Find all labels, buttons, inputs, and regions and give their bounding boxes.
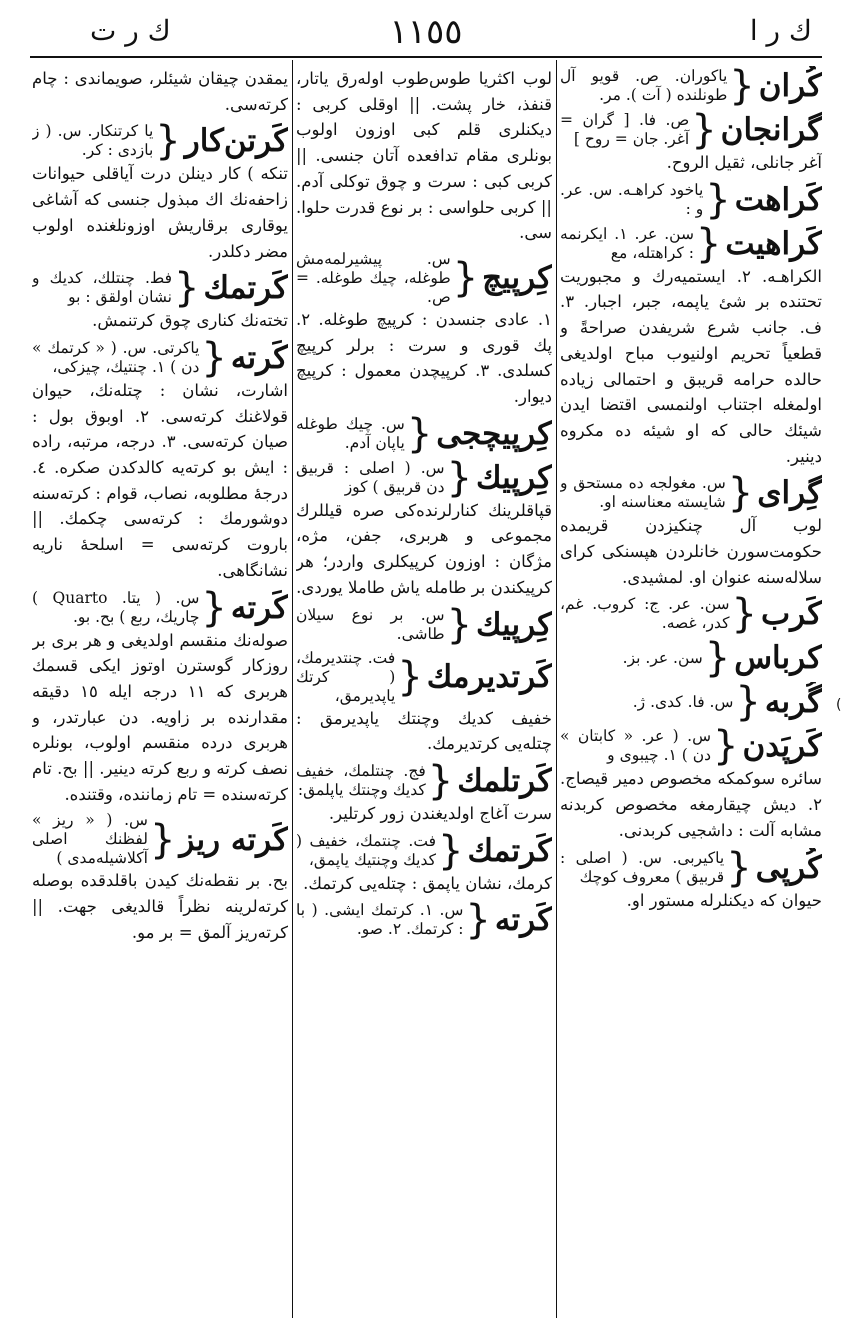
brace-glyph: { xyxy=(438,830,464,874)
entry-headword: كَرتمك xyxy=(467,832,552,869)
entry-grammar-note: س. ( عر. « كابتان » دن ) ١. چیبوی و xyxy=(560,727,712,765)
brace-glyph: { xyxy=(705,179,731,220)
brace-glyph: { xyxy=(427,760,454,804)
entry-definition: آغر جانلی، ثقیل الروح. xyxy=(666,153,822,172)
entry-headword: گرانجان xyxy=(720,112,822,148)
column-divider-left xyxy=(292,60,293,1318)
column-divider-right xyxy=(556,60,557,1318)
brace-glyph: { xyxy=(691,110,717,153)
entry-head-row xyxy=(560,180,822,220)
entry-headword: كِرپیچ xyxy=(482,260,552,297)
dictionary-entry xyxy=(32,588,288,808)
entry-head-row xyxy=(32,811,288,868)
dictionary-entry xyxy=(32,338,288,584)
dictionary-entry xyxy=(296,458,552,601)
entry-grammar-note: ياكوران. ص. قويو آل طونلنده ( آت ). مر. xyxy=(560,67,728,104)
brace-glyph: { xyxy=(155,121,181,165)
entry-headword: گِرای xyxy=(757,475,822,512)
dictionary-entry xyxy=(560,682,822,722)
entry-definition: كرمك، نشان یاپمق : چتله‌یی كرتمك. xyxy=(303,873,552,893)
brace-glyph: { xyxy=(729,66,755,106)
entry-headword: كَراهیت xyxy=(725,225,822,262)
entry-grammar-note: یا كرتنكار. س. ( ز بازدی : كر. xyxy=(32,122,154,160)
dictionary-entry xyxy=(296,414,552,454)
brace-glyph: { xyxy=(735,682,761,723)
entry-grammar-note: فت. چنتدیرمك، ( كرتك یاپدیرمق، xyxy=(296,648,396,705)
entry-definition: تخته‌نك كناری چوق كرتنمش. xyxy=(92,311,288,331)
brace-glyph: { xyxy=(726,847,752,891)
entry-grammar-note: س. ( « ریز » لفظنك اصلی آكلاشیله‌مدی ) xyxy=(32,811,148,868)
header-right-guide: ك ر ا xyxy=(749,14,812,47)
brace-glyph: { xyxy=(406,413,433,454)
entry-grammar-note: س. فا. كدی. ژ. xyxy=(632,692,734,711)
entry-headword: گُربه xyxy=(764,684,822,721)
entry-definition: حیوان كه دیكنلرله مستور او. xyxy=(626,890,822,910)
dictionary-entry xyxy=(296,605,552,645)
entry-headword: كَرتن‌كار xyxy=(184,123,288,160)
entry-head-row xyxy=(560,473,822,517)
header-rule xyxy=(30,56,822,58)
entry-definition: لوب اكثریا طوس‌طوب اوله‌رق یاتار، قنفذ، خار پشت. || اوقلی كربی : دیكنلری قلم كبی اوزون اولوب بونلری مقام تدافعده آتان جنسی. || كربی كبی : سرت و چوق توكلی آدم. || كربی حلواسی : بر نوع قدرت حلوا. سی. xyxy=(296,69,552,243)
entry-head-row xyxy=(560,223,822,267)
entry-head-row xyxy=(296,830,552,874)
column-middle xyxy=(296,66,552,944)
column-right xyxy=(560,66,822,917)
dictionary-entry xyxy=(560,180,822,220)
entry-grammar-note: یاكیربی. س. ( اصلی : قربیق ) معروف كوچك xyxy=(560,848,725,886)
entry-head-row xyxy=(32,587,288,631)
entry-head-row xyxy=(560,110,822,153)
entry-grammar-note: یاكرتی. س. ( « كرتمك » دن ) ١. چنتیك، چیزكی، xyxy=(32,338,200,376)
dictionary-entry xyxy=(32,268,288,334)
entry-headword: كَرب xyxy=(760,596,822,633)
brace-glyph: { xyxy=(713,726,739,770)
brace-glyph: { xyxy=(174,268,200,312)
entry-grammar-note: فط. چنتلك، كدیك و نشان اولقق : بو xyxy=(32,269,172,307)
entry-headword: كِرپیك xyxy=(476,459,552,496)
dictionary-entry xyxy=(296,761,552,827)
brace-glyph: { xyxy=(695,223,722,267)
entry-head-row xyxy=(296,649,552,706)
dictionary-entry xyxy=(560,224,822,470)
entry-grammar-note: س. بر نوع سیلان طاشی. xyxy=(296,605,445,643)
entry-grammar-note: سن. عر. ج: كروب. غم، كدر، غصه. xyxy=(560,595,730,633)
brace-glyph: { xyxy=(446,457,473,501)
dictionary-entry xyxy=(560,638,822,678)
dictionary-entry xyxy=(560,848,822,914)
page-header xyxy=(30,14,822,54)
entry-head-row xyxy=(32,337,288,381)
entry-grammar-note: س. ١. كرتمك ایشی. ( با : كرتمك. ٢. صو. xyxy=(296,901,464,939)
entry-headword: كَرته xyxy=(230,339,288,376)
entry-head-row xyxy=(296,760,552,804)
entry-head-row xyxy=(560,726,822,770)
entry-definition: یمقدن چیقان شیئلر، صویماندی : چام كرته‌سی. xyxy=(32,69,288,114)
entry-grammar-note: س. ( اصلی : قربیق دن قربیق ) كوز xyxy=(296,458,445,496)
entry-grammar-note: فت. چنتمك، خفیف ( كدیك وچنتیك یاپمق، xyxy=(296,831,436,869)
entry-grammar-note: ص. فا. [ گران = آغر. جان = روح ] xyxy=(560,111,690,148)
entry-headword: كَراهت xyxy=(734,181,822,218)
dictionary-entry xyxy=(560,110,822,176)
entry-headword: كُرپی xyxy=(755,849,822,886)
entry-head-row xyxy=(560,594,822,634)
entry-headword: كَرتدیرمك xyxy=(426,659,552,696)
dictionary-entry xyxy=(560,594,822,634)
brace-glyph: { xyxy=(731,594,757,635)
entry-grammar-note: سن. عر. بز. xyxy=(622,648,703,667)
brace-glyph: { xyxy=(201,587,227,631)
entry-headword: كَرپَدن xyxy=(742,728,822,765)
entry-headword: كَرته xyxy=(230,589,288,626)
entry-head-row xyxy=(296,457,552,501)
brace-glyph: { xyxy=(397,654,423,701)
margin-mark: ( xyxy=(836,697,842,713)
entry-definition: اشارت، نشان : چتله‌نك، حیوان قولاغنك كرته‌سی. ٢. اوبوق بول : صیان كرته‌سی. ٣. درجه، مرتبه، راده : ایش بو كرته‌یه كالدكدن صكره. ٤. درجهٔ مطلوبه، نصاب، قوام : كرته‌سنه دوشورمك : كرته‌سی چكمك. || باروت كرته‌سی = اسلحهٔ ناریه نشانگاهی. xyxy=(32,380,288,580)
entry-definition: الكراهـه. ٢. ايستمیه‌رك و مجبوریت تحتنده بر شئ یاپمه، جبر، اجبار. ٣. ف. جانب شرع شریفدن صراحةً و قطعیاً تحریم اولنیوب مباح اولدیغی حالده حرامه قریبق و احتمالی زیاده اولمغله اجتناب اولنمسی اقتضا ایدن شیئك حالی كه او شیئه ده مكروه دینیر. xyxy=(560,266,822,466)
dictionary-entry xyxy=(296,250,552,410)
entry-grammar-note: سن. عر. ١. ايكرنمه : كراهتله، مع xyxy=(560,224,694,262)
entry-grammar-note: س. ( یتا. Quarto ) چاریك، ربع ) بح. بو. xyxy=(32,588,200,626)
entry-headword: كِرپیچجی xyxy=(436,415,552,452)
entry-head-row xyxy=(32,121,288,165)
column-left xyxy=(32,66,288,950)
entry-head-row xyxy=(296,250,552,307)
dictionary-entry xyxy=(32,66,288,117)
entry-grammar-note: س. پیشیرلمه‌مش طوغله، چیك طوغله. = ص. xyxy=(296,249,451,306)
entry-head-row xyxy=(296,605,552,645)
dictionary-entry xyxy=(296,649,552,757)
entry-head-row xyxy=(560,638,822,678)
brace-glyph: { xyxy=(704,638,731,679)
brace-glyph: { xyxy=(446,604,473,645)
header-left-guide: ك ر ت xyxy=(90,14,171,47)
entry-definition: قپاقلرینك كنارلرنده‌كی صره قیللرك مجموعی و هربری، جفن، مژه، مژگان : اوزون كرپیكلری واردر؛ هر كرپیكندن بر طامله یاش طاملا یوردی. xyxy=(296,500,552,597)
brace-glyph: { xyxy=(149,816,176,863)
entry-head-row xyxy=(32,268,288,312)
dictionary-entry xyxy=(560,473,822,590)
entry-grammar-note: س. چیك طوغله یاپان آدم. xyxy=(296,414,405,452)
entry-headword: كِرپیك xyxy=(476,606,552,643)
entry-definition: خفیف كدیك وچنتك یاپدیرمق : چتله‌یی كرتدیرمك. xyxy=(296,708,552,754)
entry-definition: صوله‌نك منقسم اولدیغی و هر بری بر روزكار گوسترن اوتوز ایكی قسمك هربری كه ١١ درجه ایله ١٥ دقیقه مقدارنده بر زاویه. دن عبارتدر، و هربری درده منقسم اولوب، بونلره نصف كرته و ربع كرته دینیر. || بح. تام كرته‌سنده = تام زماننده، وقتنده. xyxy=(32,630,288,804)
dictionary-entry xyxy=(296,831,552,897)
dictionary-entry xyxy=(296,66,552,246)
dictionary-entry xyxy=(32,121,288,264)
entry-headword: كَرتمك xyxy=(203,270,288,307)
entry-head-row xyxy=(560,847,822,891)
entry-head-row xyxy=(560,682,822,722)
dictionary-entry xyxy=(32,811,288,945)
brace-glyph: { xyxy=(465,900,491,941)
entry-grammar-note: س. مغولجه ده مستحق و شایسته معناسنه او. xyxy=(560,474,726,512)
entry-definition: لوب آل چنكیزدن قریمده حكومت‌سورن خانلردن هپسنكی كرای سلاله‌سنه عنوان او. لمشیدی. xyxy=(560,516,822,587)
entry-definition: بح. بر نقطه‌نك كیدن باقلدقده بوصله كرته‌لرینه نظراً قالدیغی جهت. || كرته‌ریز آلمق = بر مو. xyxy=(32,871,288,942)
dictionary-entry xyxy=(560,66,822,106)
brace-glyph: { xyxy=(201,337,227,381)
entry-grammar-note: ياخود كراهـه. س. عر. و : xyxy=(560,180,704,218)
brace-glyph: { xyxy=(452,255,479,302)
entry-grammar-note: فج. چنتلمك، خفیف كدیك وچنتك یاپلمق: xyxy=(296,761,426,799)
entry-headword: كَرته ریز xyxy=(179,821,288,858)
entry-definition: سائره سوكمكه مخصوص دمیر قیصاج. ٢. دیش چیقارمغه مخصوص كربدنه مشابه آلت : داشجیی كربدنی. xyxy=(560,769,822,840)
entry-definition: سرت آغاج اولدیغندن زور كرتلیر. xyxy=(328,803,552,823)
entry-headword: كُران xyxy=(758,68,822,104)
entry-head-row xyxy=(296,414,552,454)
page-number: ١١٥٥ xyxy=(389,12,463,52)
dictionary-entry xyxy=(560,726,822,843)
brace-glyph: { xyxy=(727,473,754,517)
entry-headword: كرباس xyxy=(734,640,822,677)
entry-headword: كَرته xyxy=(494,902,552,939)
entry-definition: ١. عادی جنسدن : كرپیچ طوغله. ٢. پك قوری و سرت : برلر كرپیچ كسلدی. ٣. كرپیچدن معمول : كرپیچ دیوار. xyxy=(296,309,552,407)
entry-definition: تنكه ) كار دینلن درت آیاقلی حیوانات زاحفه‌نك اك مبذول جنسی كه آشاغی یوقاری برقاریش اوزونلغنده اولوب مضر دكلدر. xyxy=(32,164,288,261)
entry-headword: كَرتلمك xyxy=(457,762,552,799)
entry-head-row xyxy=(560,66,822,106)
dictionary-entry xyxy=(296,900,552,940)
entry-head-row xyxy=(296,900,552,940)
